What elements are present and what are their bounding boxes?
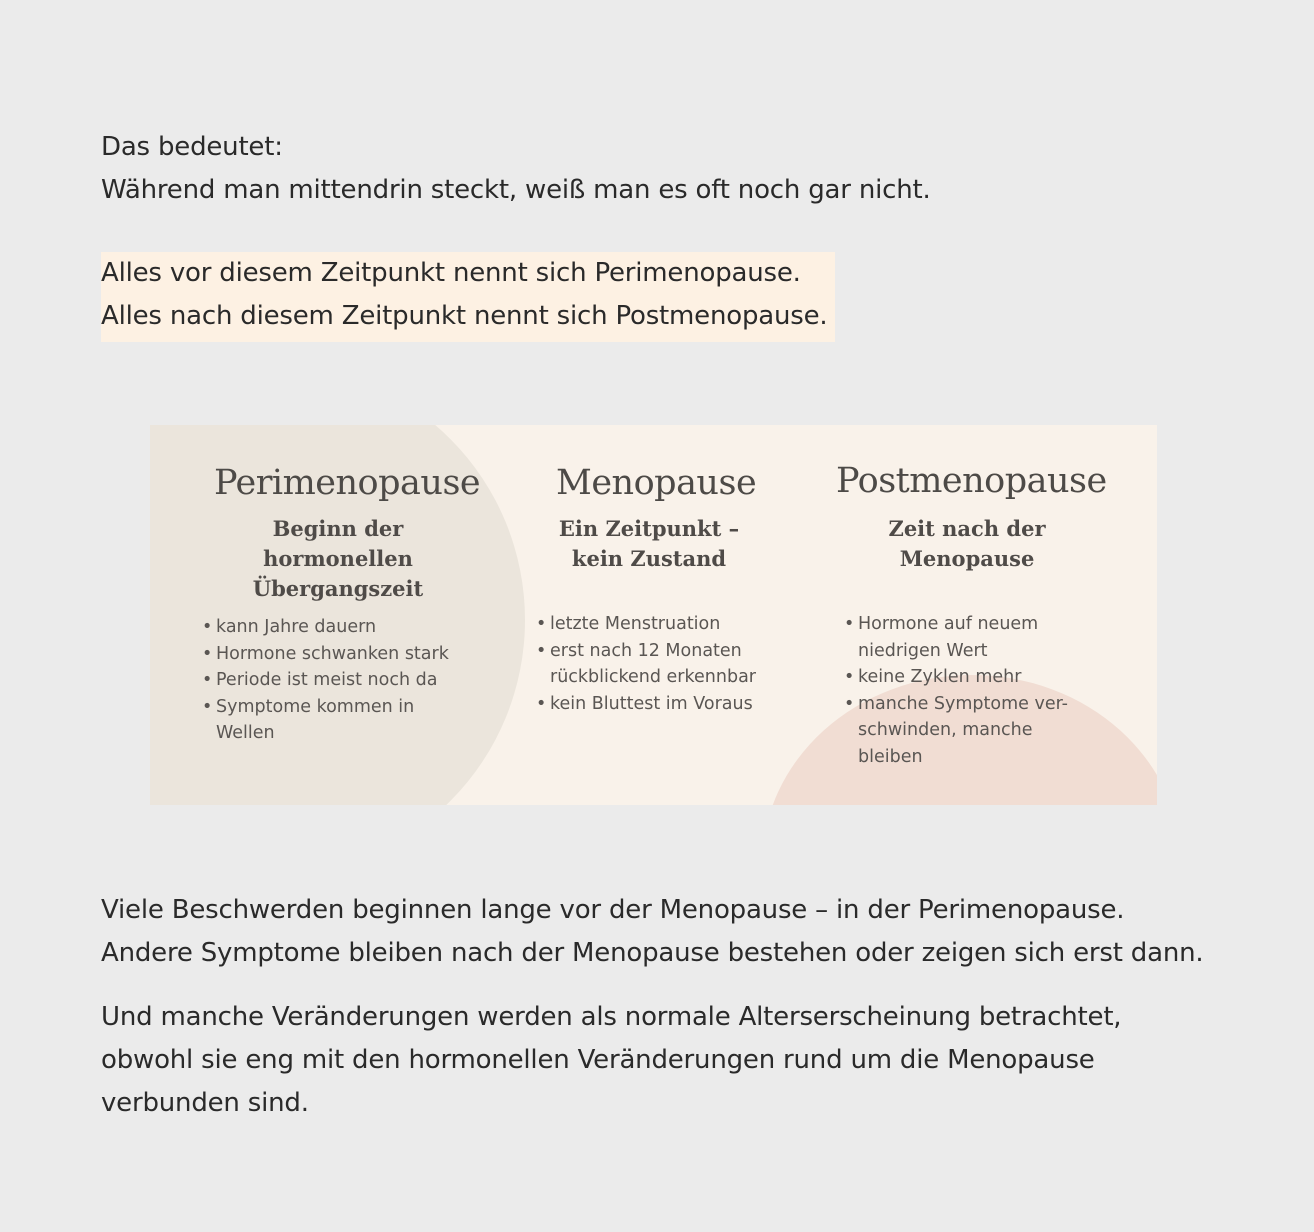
bullet-list bbox=[536, 611, 796, 717]
highlight-line-2: Alles nach diesem Zeitpunkt nennt sich Postmenopause. bbox=[101, 301, 828, 331]
intro-text bbox=[101, 126, 1221, 212]
closing-line-3: verbunden sind. bbox=[101, 1088, 309, 1118]
list-item: • Hormone auf neuem niedrigen Wert bbox=[844, 611, 1114, 664]
menopause-phases-infographic bbox=[150, 425, 1157, 805]
column-subtitle: Zeit nach der Menopause bbox=[888, 516, 1046, 571]
highlight-line-1: Alles vor diesem Zeitpunkt nennt sich Perimenopause. bbox=[101, 258, 801, 288]
closing-line-1: Und manche Veränderungen werden als normale Alterserscheinung betrachtet, bbox=[101, 1002, 1122, 1032]
list-item: • kann Jahre dauern bbox=[202, 614, 502, 641]
bullet-list bbox=[202, 614, 502, 747]
column-title: Perimenopause bbox=[214, 463, 481, 503]
list-item: • Periode ist meist noch da bbox=[202, 667, 502, 694]
outro-line-2: Andere Symptome bleiben nach der Menopause bestehen oder zeigen sich erst dann. bbox=[101, 938, 1204, 968]
closing-paragraph bbox=[101, 996, 1121, 1125]
column-title: Postmenopause bbox=[836, 461, 1107, 501]
list-item: • erst nach 12 Monaten rückblickend erkennbar bbox=[536, 638, 796, 691]
column-subtitle: Ein Zeitpunkt – kein Zustand bbox=[558, 516, 740, 571]
outro-text bbox=[101, 889, 1203, 975]
list-item: • kein Bluttest im Voraus bbox=[536, 691, 796, 718]
column-title: Menopause bbox=[556, 463, 757, 503]
list-item: • Hormone schwanken stark bbox=[202, 641, 502, 668]
intro-line-1: Das bedeutet: bbox=[101, 132, 283, 162]
intro-line-2: Während man mittendrin steckt, weiß man es oft noch gar nicht. bbox=[101, 175, 931, 205]
highlighted-definition bbox=[101, 252, 835, 342]
list-item: • keine Zyklen mehr bbox=[844, 664, 1114, 691]
closing-line-2: obwohl sie eng mit den hormonellen Veränderungen rund um die Menopause bbox=[101, 1045, 1095, 1075]
outro-line-1: Viele Beschwerden beginnen lange vor der Menopause – in der Perimenopause. bbox=[101, 895, 1125, 925]
list-item: • manche Symptome ver- schwinden, manche bleiben bbox=[844, 691, 1114, 771]
list-item: • Symptome kommen in Wellen bbox=[202, 694, 502, 747]
bullet-list bbox=[844, 611, 1114, 771]
list-item: • letzte Menstruation bbox=[536, 611, 796, 638]
column-subtitle: Beginn der hormonellen Übergangszeit bbox=[252, 516, 424, 601]
